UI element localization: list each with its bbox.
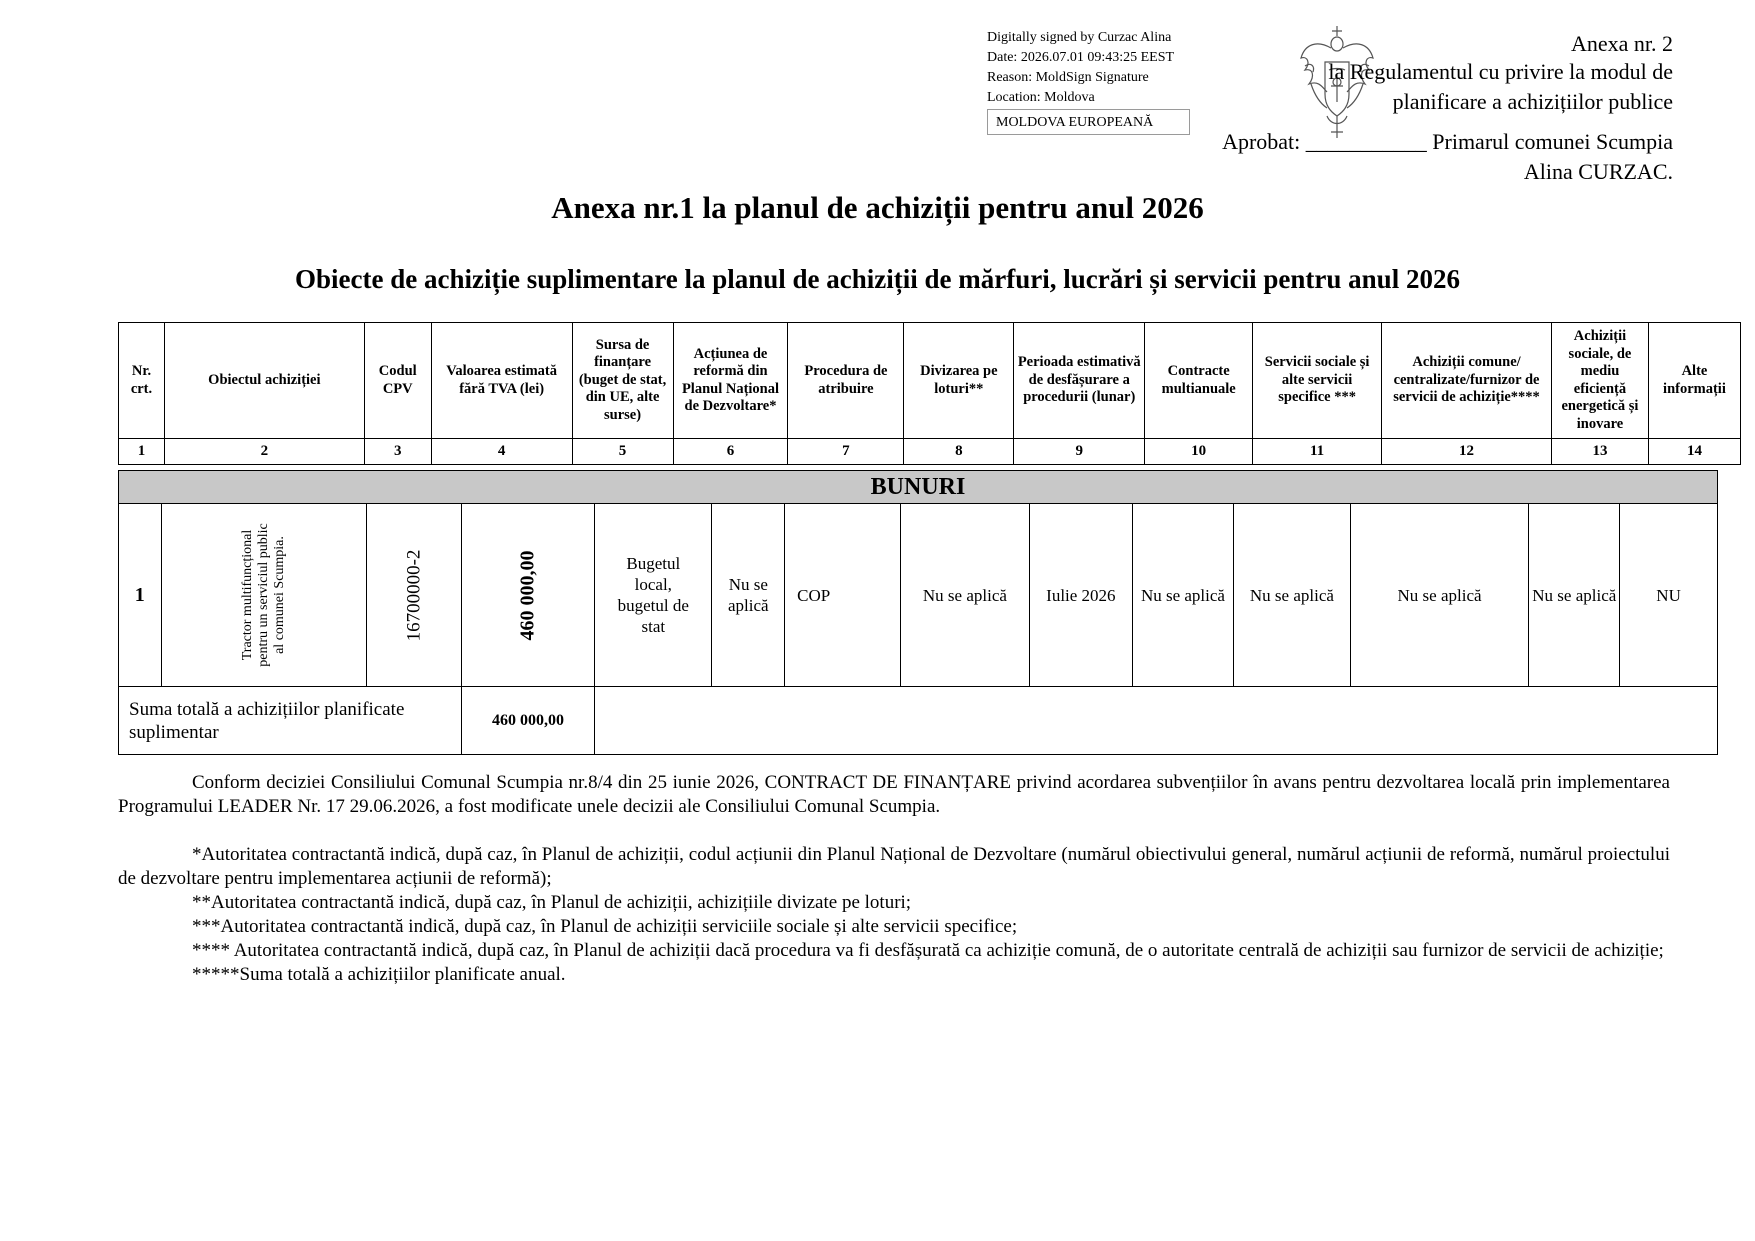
column-number: 7: [788, 439, 904, 465]
procedure: COP: [785, 504, 901, 687]
column-number: 3: [364, 439, 431, 465]
total-empty: [595, 687, 1718, 755]
other-info: NU: [1620, 504, 1718, 687]
signature-reason: Reason: MoldSign Signature: [987, 70, 1149, 85]
object-cell: [161, 504, 367, 687]
header-cell: Codul CPV: [364, 323, 431, 439]
green-procurement: Nu se aplică: [1529, 504, 1620, 687]
document-title: Anexa nr.1 la planul de achiziții pentru anul 2026: [551, 190, 1204, 225]
footnote-5: *****Suma totală a achizițiilor planificate anual.: [192, 964, 566, 985]
joint-procurement: Nu se aplică: [1350, 504, 1529, 687]
header-cell: Obiectul achiziției: [164, 323, 364, 439]
cpv-code: 16700000-2: [403, 549, 425, 641]
signature-location: Location: Moldova: [987, 90, 1095, 105]
header-cell: Valoarea estimată fără TVA (lei): [431, 323, 572, 439]
signature-signer: Digitally signed by Curzac Alina: [987, 30, 1172, 45]
section-heading: BUNURI: [119, 471, 1718, 504]
document-subtitle: Obiecte de achiziție suplimentare la planul de achiziții de mărfuri, lucrări și servicii pentru anul 2026: [295, 264, 1460, 294]
social-services: Nu se aplică: [1234, 504, 1351, 687]
row-number: 1: [119, 504, 162, 687]
value-cell: [461, 504, 594, 687]
procurement-table-body: [118, 470, 1718, 755]
total-label: Suma totală a achizițiilor planificate suplimentar: [119, 687, 462, 755]
multiannual: Nu se aplică: [1132, 504, 1233, 687]
table-row: [119, 504, 1718, 687]
object-description: Tractor multifuncțional pentru un serviciul public al comunei Scumpia.: [239, 523, 287, 667]
header-cell: Achiziții sociale, de mediu eficiență energetică și inovare: [1551, 323, 1648, 439]
digital-signature: [987, 28, 1174, 108]
footnote-1: *Autoritatea contractantă indică, după caz, în Planul de achiziții, codul acțiunii din Planul Național de Dezvoltare (numărul obiectivului general, numărul acțiunii de reformă, numărul proiectului de dezvoltare pentru implementarea acțiunii de reformă);: [118, 844, 1670, 889]
header-cell: Servicii sociale și alte servicii specifice ***: [1253, 323, 1382, 439]
column-number: 1: [119, 439, 165, 465]
column-number: 11: [1253, 439, 1382, 465]
approved-line: Aprobat: ___________ Primarul comunei Scumpia: [1222, 129, 1673, 154]
council-decision-note: Conform deciziei Consiliului Comunal Scumpia nr.8/4 din 25 iunie 2026, CONTRACT DE FINANȚARE privind acordarea subvențiilor în avans pentru dezvoltarea locală prin implementarea Programului LEADER Nr. 17 29.06.2026, a fost modificate unele decizii ale Consiliului Comunal Scumpia.: [118, 772, 1670, 817]
footnote-4: **** Autoritatea contractantă indică, după caz, în Planul de achiziții dacă procedura va fi desfășurată ca achiziție comună, de o autoritate centrală de achiziții sau furnizor de servicii de achiziție;: [192, 940, 1664, 961]
period: Iulie 2026: [1029, 504, 1132, 687]
header-cell: Acțiunea de reformă din Planul Național de Dezvoltare*: [673, 323, 788, 439]
annex-line-2: la Regulamentul cu privire la modul de: [1328, 59, 1673, 84]
header-cell: Achiziții comune/ centralizate/furnizor de servicii de achiziție****: [1382, 323, 1552, 439]
header-cell: Nr. crt.: [119, 323, 165, 439]
reform-action: Nu se aplică: [712, 504, 785, 687]
signature-badge: MOLDOVA EUROPEANĂ: [987, 109, 1190, 135]
column-number: 13: [1551, 439, 1648, 465]
footnote-3: ***Autoritatea contractantă indică, după caz, în Planul de achiziții serviciile sociale și alte servicii specifice;: [192, 916, 1018, 937]
annex-line-3: planificare a achizițiilor publice: [1392, 89, 1673, 114]
estimated-value: 460 000,00: [516, 550, 539, 640]
annex-line-1: Anexa nr. 2: [1570, 31, 1673, 56]
total-value: 460 000,00: [461, 687, 594, 755]
column-number: 2: [164, 439, 364, 465]
header-cell: Alte informații: [1648, 323, 1740, 439]
signature-date: Date: 2026.07.01 09:43:25 EEST: [987, 50, 1175, 65]
footnote-2: **Autoritatea contractantă indică, după caz, în Planul de achiziții, achizițiile divizate pe loturi;: [192, 892, 912, 913]
lots: Nu se aplică: [900, 504, 1029, 687]
header-cell: Perioada estimativă de desfășurare a procedurii (lunar): [1014, 323, 1145, 439]
column-number: 14: [1648, 439, 1740, 465]
header-cell: Contracte multianuale: [1145, 323, 1253, 439]
column-number: 5: [572, 439, 673, 465]
total-row: [119, 687, 1718, 755]
header-cell: Divizarea pe loturi**: [904, 323, 1014, 439]
column-number: 8: [904, 439, 1014, 465]
column-number: 4: [431, 439, 572, 465]
column-number: 12: [1382, 439, 1552, 465]
funding-source: Bugetul local, bugetul de stat: [595, 504, 712, 687]
column-number: 6: [673, 439, 788, 465]
procurement-table-header: [118, 322, 1741, 465]
column-number: 10: [1145, 439, 1253, 465]
header-cell: Procedura de atribuire: [788, 323, 904, 439]
approver-name: Alina CURZAC.: [1523, 159, 1673, 184]
notes: [118, 771, 1670, 987]
cpv-cell: [367, 504, 462, 687]
column-number: 9: [1014, 439, 1145, 465]
header-cell: Sursa de finanțare (buget de stat, din UE, alte surse): [572, 323, 673, 439]
